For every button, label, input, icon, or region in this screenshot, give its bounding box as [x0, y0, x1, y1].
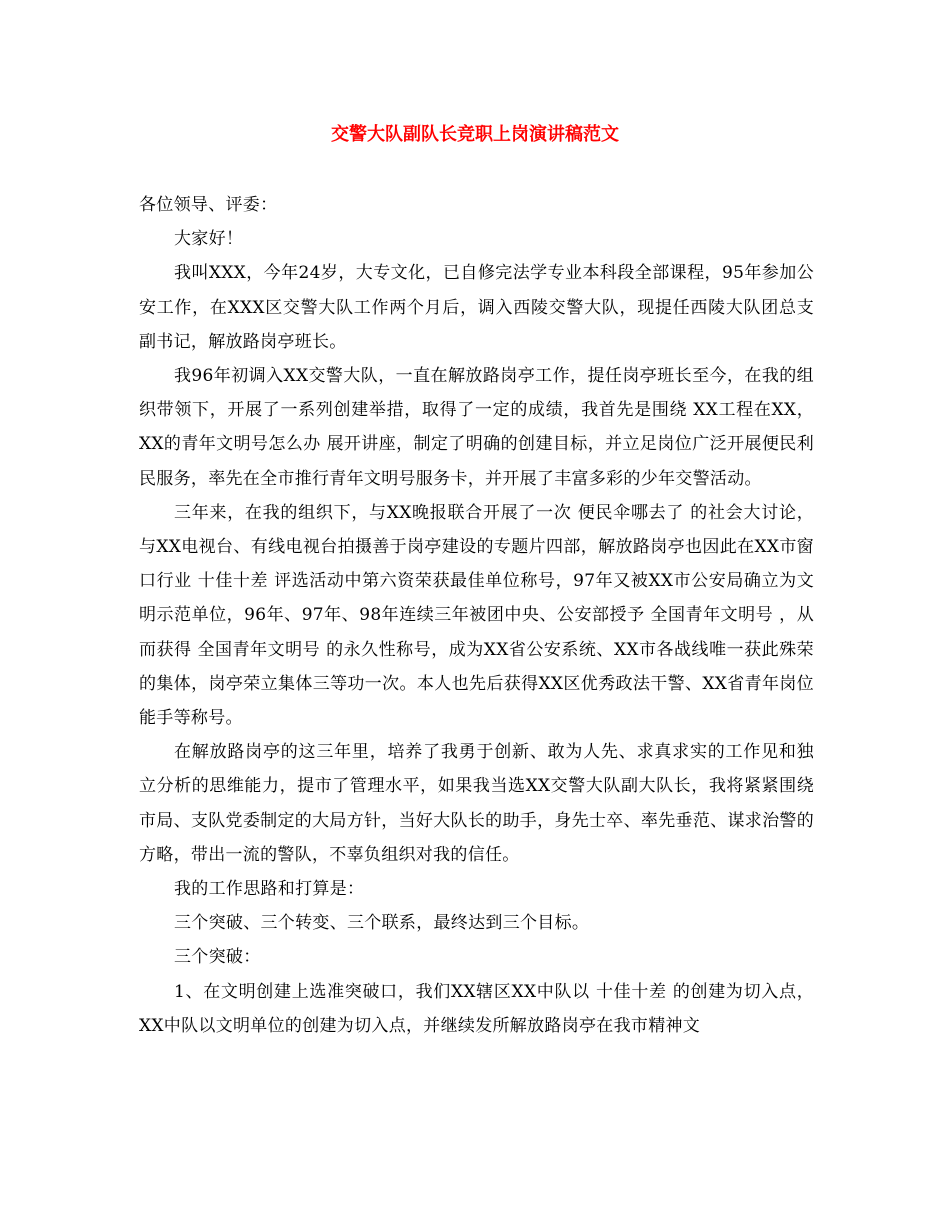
- paragraph: 我96年初调入XX交警大队，一直在解放路岗亭工作，提任岗亭班长至今，在我的组织带领下，开展了一系列创建举措，取得了一定的成绩，我首先是围绕 XX工程在XX，XX的青年文明号怎么办 展开讲座，制定了明确的创建目标，并立足岗位广泛开展便民利民服务，率先在全市推行青年文明号服务卡，并开展了丰富多彩的少年交警活动。: [139, 366, 814, 489]
- greeting: 大家好！: [174, 229, 244, 250]
- paragraph: 三个突破、三个转变、三个联系，最终达到三个目标。: [174, 913, 590, 934]
- paragraph: 在解放路岗亭的这三年里，培养了我勇于创新、敢为人先、求真求实的工作见和独立分析的思维能力，提市了管理水平，如果我当选XX交警大队副大队长，我将紧紧围绕市局、支队党委制定的大局方针，当好大队长的助手，身先士卒、率先垂范、谋求治警的方略，带出一流的警队，不辜负组织对我的信任。: [139, 742, 814, 865]
- document-body: [139, 188, 814, 1043]
- document-title: 交警大队副队长竞职上岗演讲稿范文: [331, 124, 619, 145]
- paragraph: 我的工作思路和打算是：: [174, 879, 365, 900]
- salutation: 各位领导、评委：: [139, 195, 278, 215]
- paragraph: 1、在文明创建上选准突破口，我们XX辖区XX中队以 十佳十差 的创建为切入点，XX中队以文明单位的创建为切入点，并继续发所解放路岗亭在我市精神文: [139, 981, 814, 1036]
- paragraph: 三年来，在我的组织下，与XX晚报联合开展了一次 便民伞哪去了 的社会大讨论，与XX电视台、有线电视台拍摄善于岗亭建设的专题片四部，解放路岗亭也因此在XX市窗口行业 十佳十差 评选活动中第六资荣获最佳单位称号，97年又被XX市公安局确立为文明示范单位，96年、97年、98年连续三年被团中央、公安部授予 全国青年文明号 ，从而获得 全国青年文明号 的永久性称号，成为XX省公安系统、XX市各战线唯一获此殊荣的集体，岗亭荣立集体三等功一次。本人也先后获得XX区优秀政法干警、XX省青年岗位能手等称号。: [139, 502, 814, 729]
- paragraph: 我叫XXX，今年24岁，大专文化，已自修完法学专业本科段全部课程，95年参加公安工作，在XXX区交警大队工作两个月后，调入西陵交警大队，现提任西陵大队团总支副书记，解放路岗亭班长。: [139, 263, 814, 352]
- paragraph: 三个突破：: [174, 947, 261, 968]
